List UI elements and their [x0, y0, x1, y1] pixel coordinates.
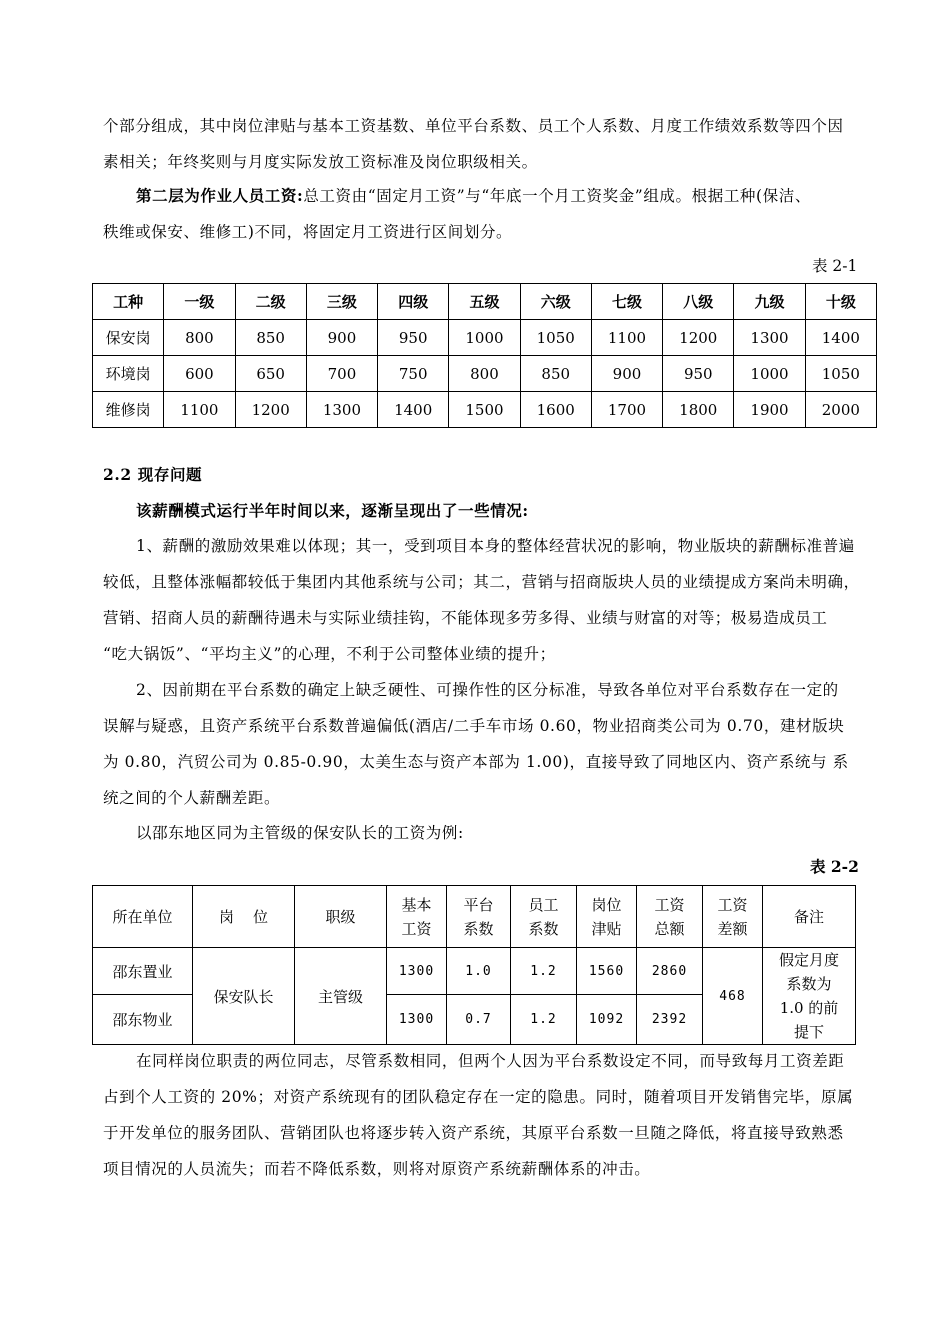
table-cell: 1300	[734, 320, 805, 356]
para2-line-2: 误解与疑惑，且资产系统平台系数普遍偏低(酒店/二手车市场 0.60，物业招商类公司为 0.70，建材版块	[103, 717, 845, 735]
table-cell: 600	[164, 356, 235, 392]
cell-position: 保安队长	[193, 948, 295, 1045]
header-diff-line-2: 差额	[717, 919, 748, 938]
table-row	[93, 320, 877, 356]
header-platform	[447, 886, 511, 948]
table-cell: 1100	[164, 392, 235, 428]
salary-comparison-table	[92, 885, 856, 1045]
cell-allowance: 1092	[577, 995, 637, 1045]
section-lead: 该薪酬模式运行半年时间以来，逐渐呈现出了一些情况:	[136, 501, 529, 520]
table-header-row	[93, 886, 856, 948]
note-line-4: 提下	[793, 1023, 824, 1041]
header-total-line-1: 工资	[654, 895, 685, 914]
header-total-line-2: 总额	[654, 919, 685, 938]
cell-allowance: 1560	[577, 948, 637, 995]
table-cell: 1050	[805, 356, 876, 392]
table2-caption: 表 2-2	[810, 857, 859, 876]
cell-platform: 1.0	[447, 948, 511, 995]
header-allowance	[577, 886, 637, 948]
table-cell: 1000	[734, 356, 805, 392]
cell-unit: 邵东物业	[93, 995, 193, 1045]
header-platform-line-1: 平台	[463, 895, 494, 914]
table-cell: 850	[235, 320, 306, 356]
table-cell: 1400	[805, 320, 876, 356]
header-allowance-line-1: 岗位	[591, 895, 622, 914]
header-position: 岗 位	[193, 886, 295, 948]
table-cell: 1400	[378, 392, 449, 428]
cell-staff: 1.2	[511, 948, 577, 995]
table-cell: 1800	[663, 392, 734, 428]
table-header-row	[93, 284, 877, 320]
para3-line: 以邵东地区同为主管级的保安队长的工资为例:	[136, 824, 464, 842]
table-cell: 950	[378, 320, 449, 356]
table-cell: 850	[520, 356, 591, 392]
para1-line-1: 1、薪酬的激励效果难以体现；其一，受到项目本身的整体经营状况的影响，物业版块的薪酬标准普遍	[136, 537, 855, 555]
table-cell: 650	[235, 356, 306, 392]
header-platform-line-2: 系数	[463, 919, 494, 938]
header-cell: 九级	[734, 284, 805, 320]
cell-unit: 邵东置业	[93, 948, 193, 995]
note-line-2: 系数为	[786, 975, 832, 993]
table-cell: 900	[591, 356, 662, 392]
header-staff	[511, 886, 577, 948]
header-total	[637, 886, 703, 948]
table-cell: 1300	[306, 392, 377, 428]
table-cell: 1100	[591, 320, 662, 356]
table-cell: 环境岗	[93, 356, 164, 392]
para2-line-1: 2、因前期在平台系数的确定上缺乏硬性、可操作性的区分标准，导致各单位对平台系数存在一定的	[136, 681, 839, 699]
cell-note	[763, 948, 856, 1045]
table-row	[93, 392, 877, 428]
header-staff-line-1: 员工	[528, 895, 559, 914]
header-cell: 五级	[449, 284, 520, 320]
table-cell: 1700	[591, 392, 662, 428]
closing-line-3: 于开发单位的服务团队、营销团队也将逐步转入资产系统，其原平台系数一旦随之降低，将直接导致熟悉	[103, 1124, 844, 1142]
intro-line-2: 素相关；年终奖则与月度实际发放工资标准及岗位职级相关。	[103, 153, 538, 171]
header-unit: 所在单位	[93, 886, 193, 948]
closing-line-1: 在同样岗位职责的两位同志，尽管系数相同，但两个人因为平台系数设定不同，而导致每月工资差距	[136, 1052, 845, 1070]
header-cell: 二级	[235, 284, 306, 320]
header-base-line-1: 基本	[401, 895, 432, 914]
para1-line-2: 较低，且整体涨幅都较低于集团内其他系统与公司；其二，营销与招商版块人员的业绩提成方案尚未明确，	[103, 573, 860, 591]
table-cell: 900	[306, 320, 377, 356]
table-cell: 1200	[235, 392, 306, 428]
layer2-text: 总工资由“固定月工资”与“年底一个月工资奖金”组成。根据工种(保洁、	[303, 187, 811, 205]
header-cell: 四级	[378, 284, 449, 320]
header-cell: 八级	[663, 284, 734, 320]
table-cell: 700	[306, 356, 377, 392]
header-cell: 三级	[306, 284, 377, 320]
table-cell: 1500	[449, 392, 520, 428]
table-cell: 1200	[663, 320, 734, 356]
section-heading: 2.2 现存问题	[103, 465, 203, 484]
cell-platform: 0.7	[447, 995, 511, 1045]
table-cell: 1050	[520, 320, 591, 356]
header-base-line-2: 工资	[401, 919, 432, 938]
table-cell: 2000	[805, 392, 876, 428]
table-cell: 950	[663, 356, 734, 392]
header-base	[387, 886, 447, 948]
cell-base: 1300	[387, 948, 447, 995]
table-row	[93, 356, 877, 392]
header-cell: 工种	[93, 284, 164, 320]
wage-grade-table	[92, 283, 877, 428]
intro-line-4: 秩维或保安、维修工)不同，将固定月工资进行区间划分。	[103, 223, 513, 241]
table-cell: 维修岗	[93, 392, 164, 428]
para2-line-4: 统之间的个人薪酬差距。	[103, 789, 281, 807]
cell-staff: 1.2	[511, 995, 577, 1045]
header-rank: 职级	[295, 886, 387, 948]
cell-total: 2392	[637, 995, 703, 1045]
table1-caption: 表 2-1	[812, 257, 858, 275]
note-line-3: 1.0 的前	[779, 999, 839, 1017]
header-cell: 七级	[591, 284, 662, 320]
closing-line-2: 占到个人工资的 20%；对资产系统现有的团队稳定存在一定的隐患。同时，随着项目开发销售完毕，原属	[103, 1088, 854, 1106]
table-row	[93, 948, 856, 995]
header-staff-line-2: 系数	[528, 919, 559, 938]
header-allowance-line-2: 津贴	[591, 919, 622, 938]
header-diff-line-1: 工资	[717, 895, 748, 914]
para2-line-3: 为 0.80，汽贸公司为 0.85-0.90，太美生态与资产本部为 1.00)，直接导致了同地区内、资产系统与 系	[103, 753, 849, 771]
para1-line-4: “吃大锅饭”、“平均主义”的心理，不利于公司整体业绩的提升；	[103, 645, 556, 663]
table-cell: 1000	[449, 320, 520, 356]
closing-line-4: 项目情况的人员流失；而若不降低系数，则将对原资产系统薪酬体系的冲击。	[103, 1160, 651, 1178]
layer2-heading: 第二层为作业人员工资:	[136, 186, 304, 205]
table-cell: 1900	[734, 392, 805, 428]
cell-total: 2860	[637, 948, 703, 995]
layer2-line	[136, 186, 811, 206]
note-line-1: 假定月度	[778, 951, 839, 969]
header-cell: 十级	[805, 284, 876, 320]
para1-line-3: 营销、招商人员的薪酬待遇未与实际业绩挂钩，不能体现多劳多得、业绩与财富的对等；极易造成员工	[103, 609, 828, 627]
table-cell: 750	[378, 356, 449, 392]
cell-diff: 468	[703, 948, 763, 1045]
header-diff	[703, 886, 763, 948]
cell-rank: 主管级	[295, 948, 387, 1045]
table-cell: 800	[449, 356, 520, 392]
table-cell: 1600	[520, 392, 591, 428]
cell-base: 1300	[387, 995, 447, 1045]
header-note: 备注	[763, 886, 856, 948]
table-cell: 800	[164, 320, 235, 356]
table-cell: 保安岗	[93, 320, 164, 356]
intro-line-1: 个部分组成，其中岗位津贴与基本工资基数、单位平台系数、员工个人系数、月度工作绩效系数等四个因	[103, 117, 844, 135]
header-cell: 六级	[520, 284, 591, 320]
header-cell: 一级	[164, 284, 235, 320]
